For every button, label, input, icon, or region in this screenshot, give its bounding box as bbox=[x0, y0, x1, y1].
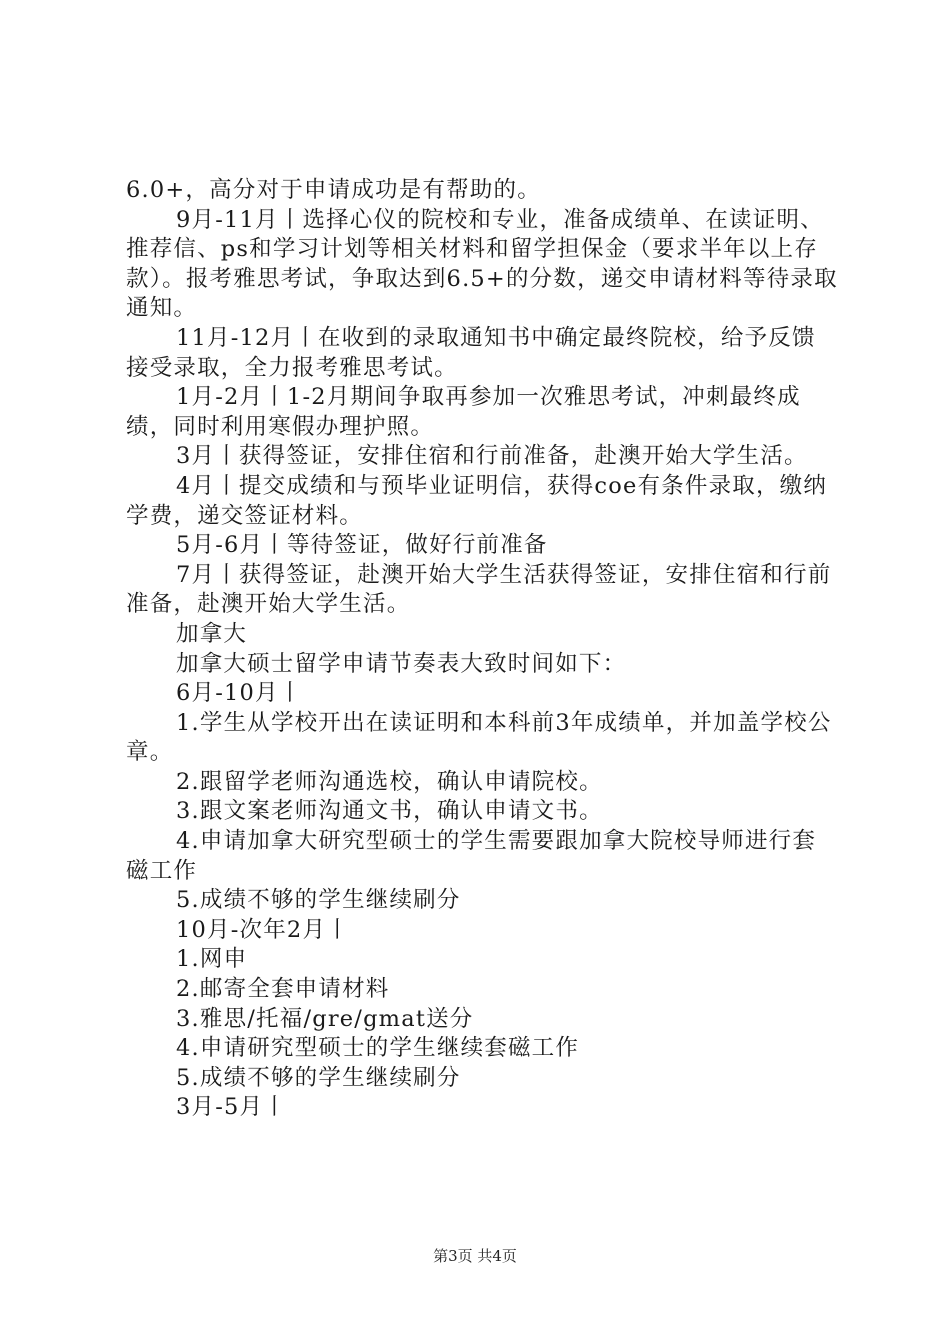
paragraph: 6月-10月丨 bbox=[176, 680, 303, 707]
paragraph: 3.跟文案老师沟通文书，确认申请文书。 bbox=[176, 798, 603, 825]
paragraph: 5.成绩不够的学生继续刷分 bbox=[176, 1064, 461, 1091]
paragraph: 1.学生从学校开出在读证明和本科前3年成绩单，并加盖学校公章。 bbox=[126, 709, 832, 766]
paragraph: 4.申请研究型硕士的学生继续套磁工作 bbox=[176, 1035, 580, 1062]
paragraph: 7月丨获得签证，赴澳开始大学生活获得签证，安排住宿和行前准备，赴澳开始大学生活。 bbox=[126, 561, 832, 618]
paragraph: 5.成绩不够的学生继续刷分 bbox=[176, 887, 461, 914]
paragraph: 10月-次年2月丨 bbox=[176, 916, 350, 943]
paragraph: 2.跟留学老师沟通选校，确认申请院校。 bbox=[176, 768, 603, 795]
paragraph: 9月-11月丨选择心仪的院校和专业，准备成绩单、在读证明、推荐信、ps和学习计划等相关材料和留学担保金（要求半年以上存款）。报考雅思考试，争取达到6.5+的分数，递交申请材料等待录取通知。 bbox=[126, 206, 838, 322]
paragraph: 5月-6月丨等待签证，做好行前准备 bbox=[176, 532, 548, 559]
paragraph: 3月丨获得签证，安排住宿和行前准备，赴澳开始大学生活。 bbox=[176, 443, 808, 470]
document-body bbox=[126, 176, 838, 1123]
paragraph: 4月丨提交成绩和与预毕业证明信，获得coe有条件录取，缴纳学费，递交签证材料。 bbox=[126, 472, 828, 529]
paragraph: 2.邮寄全套申请材料 bbox=[176, 976, 390, 1003]
paragraph: 加拿大硕士留学申请节奏表大致时间如下： bbox=[176, 650, 627, 677]
paragraph: 3月-5月丨 bbox=[176, 1094, 287, 1121]
paragraph: 1.网申 bbox=[176, 946, 248, 973]
paragraph: 1月-2月丨1-2月期间争取再参加一次雅思考试，冲刺最终成绩，同时利用寒假办理护照。 bbox=[126, 384, 801, 440]
paragraph: 11月-12月丨在收到的录取通知书中确定最终院校，给予反馈接受录取，全力报考雅思考试。 bbox=[126, 324, 816, 381]
page-footer: 第3页 共4页 bbox=[433, 1247, 517, 1265]
paragraph: 3.雅思/托福/gre/gmat送分 bbox=[176, 1005, 474, 1032]
paragraph: 6.0+，高分对于申请成功是有帮助的。 bbox=[126, 177, 541, 203]
paragraph: 加拿大 bbox=[176, 620, 248, 647]
paragraph: 4.申请加拿大研究型硕士的学生需要跟加拿大院校导师进行套磁工作 bbox=[126, 828, 817, 884]
